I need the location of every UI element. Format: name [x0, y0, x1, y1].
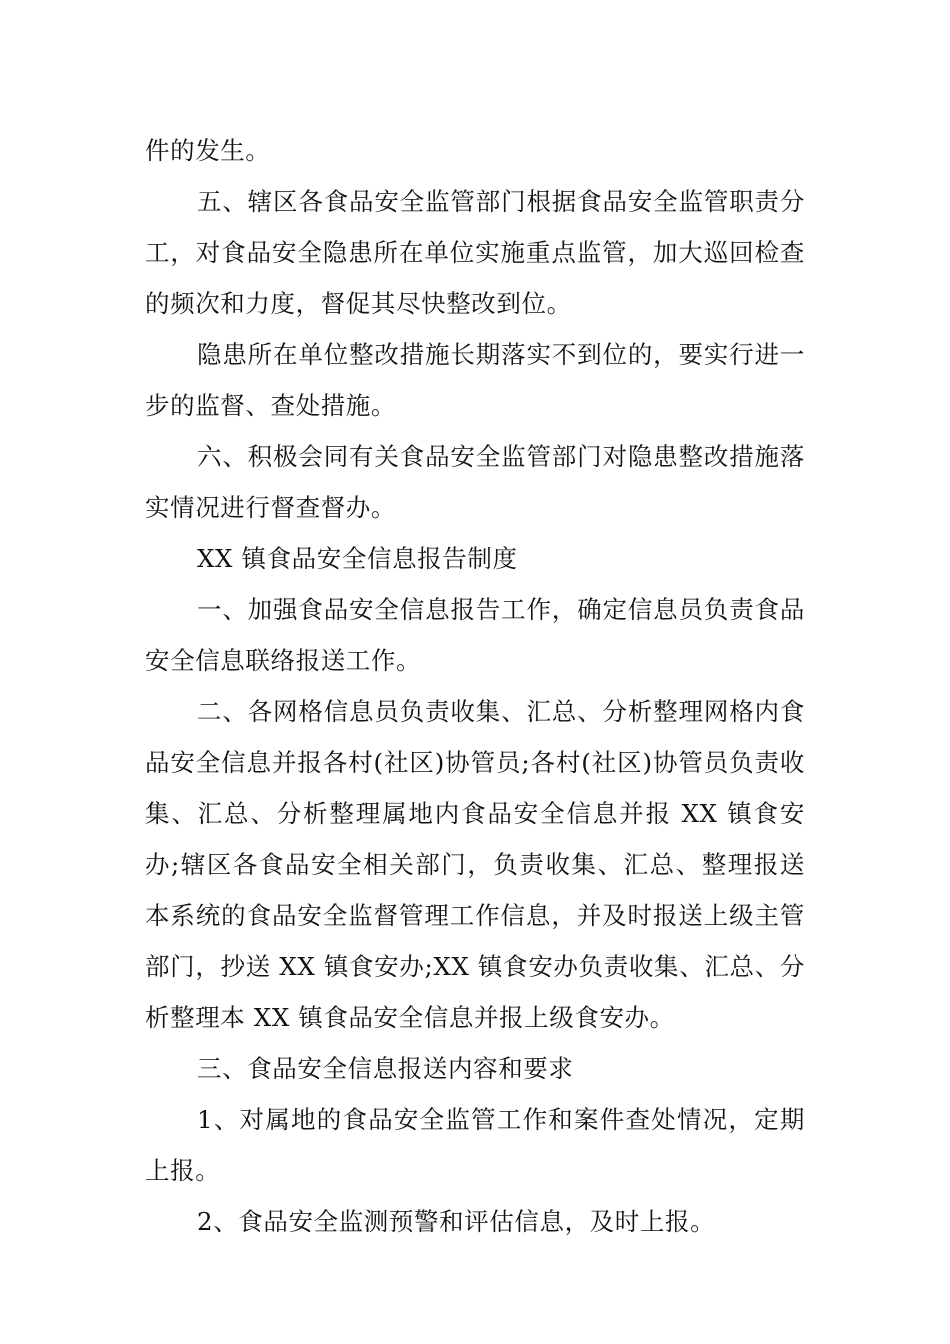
paragraph-subitem-1: 1、对属地的食品安全监管工作和案件查处情况，定期上报。 — [145, 1105, 805, 1185]
paragraph-item-six: 六、积极会同有关食品安全监管部门对隐患整改措施落 实情况进行督查督办。 — [145, 442, 805, 522]
paragraph-item-two: 二、各网格信息员负责收集、汇总、分析整理网格内食品安全信息并报各村(社区)协管员;各村(社区)协管员负责收集、汇总、分析整理属地内食品安全信息并报 XX 镇食安办;辖区各食品安全相关部门，负责收集、汇总、整理报送本系统的食品安全监督管理工作信息，并及时报送上级主管部门，抄送 XX 镇食安办;XX 镇食安办负责收集、汇总、分析整理本 XX 镇食品安全信息并报上级食安办。 — [145, 697, 805, 1032]
paragraph-item-three: 三、食品安全信息报送内容和要求 — [197, 1054, 574, 1083]
section-title: XX 镇食品安全信息报告制度 — [197, 544, 518, 573]
paragraph-item-five: 五、辖区各食品安全监管部门根据食品安全监管职责分工，对食品安全隐患所在单位实施重点监管，加大巡回检查的频次和力度，督促其尽快整改到位。 — [145, 187, 805, 318]
document-body — [145, 125, 805, 1247]
paragraph-rectification: 隐患所在单位整改措施长期落实不到位的，要实行进一步的监督、查处措施。 — [145, 340, 805, 420]
paragraph-continuation: 件的发生。 — [145, 136, 271, 165]
paragraph-item-one: 一、加强食品安全信息报告工作，确定信息员负责食品安全信息联络报送工作。 — [145, 595, 805, 675]
paragraph-subitem-2: 2、食品安全监测预警和评估信息，及时上报。 — [197, 1207, 716, 1236]
